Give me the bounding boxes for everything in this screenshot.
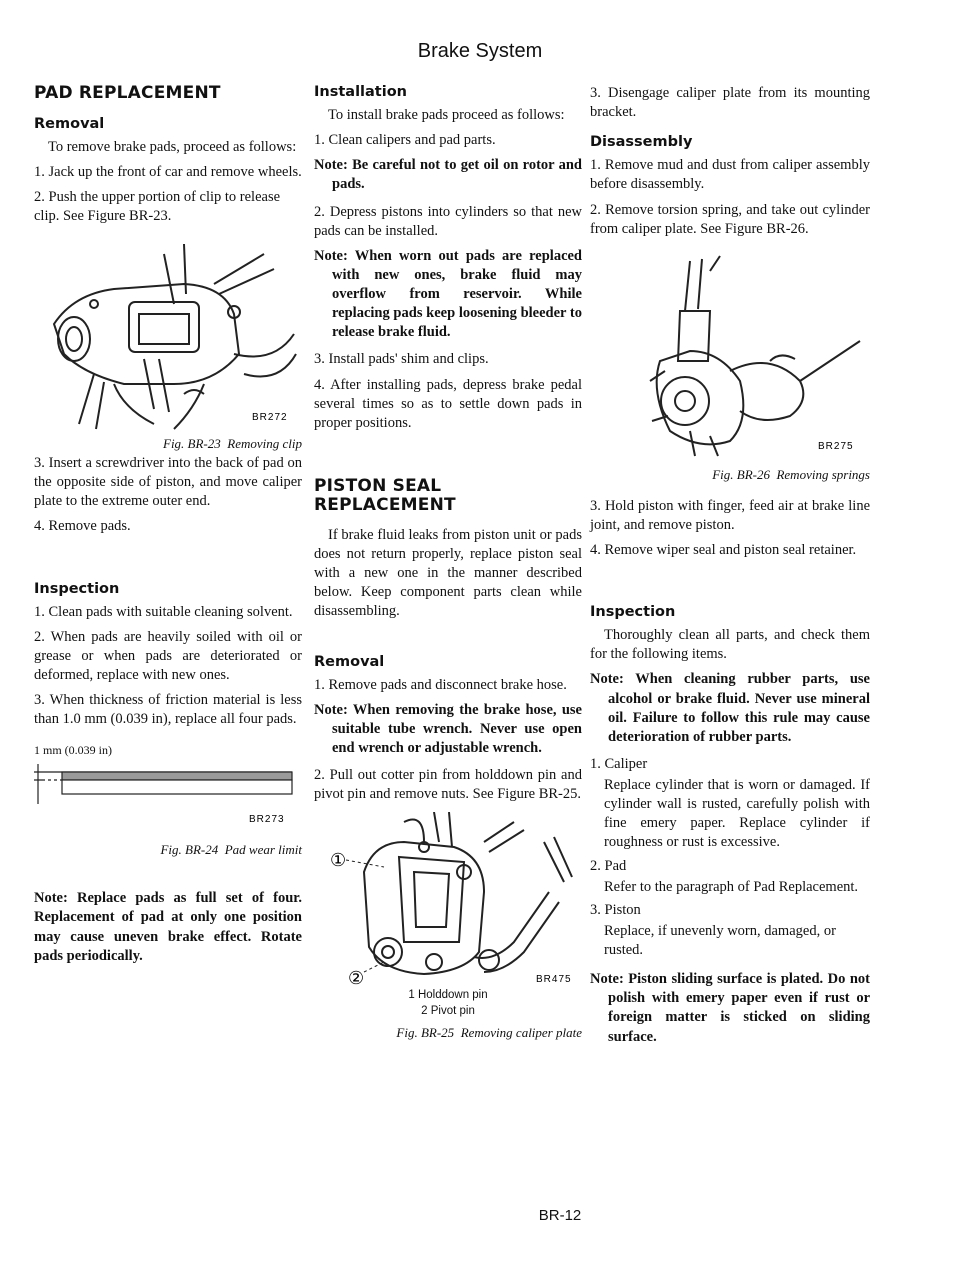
item-3-title: 3. Piston <box>590 901 641 918</box>
inspection-step-3: 3. When thickness of friction material is less than 1.0 mm (0.039 in), replace all four pads. <box>34 692 302 728</box>
removal-step-4: 4. Remove pads. <box>34 518 131 535</box>
removal-intro: To remove brake pads, proceed as follows: <box>48 138 297 155</box>
installation-note-1: Note: Be careful not to get oil on rotor and pads. <box>314 157 582 193</box>
callout-2: ② <box>348 968 365 989</box>
figure-br-24 <box>34 743 302 875</box>
page-number: BR-12 <box>538 1207 582 1224</box>
piston-removal-step-2: 2. Pull out cotter pin from holddown pin and pivot pin and remove nuts. See Figure BR-25. <box>314 767 582 803</box>
item-2-text: Refer to the paragraph of Pad Replacement. <box>604 878 859 895</box>
removal-step-3: 3. Insert a screwdriver into the back of pad on the opposite side of piston, and move caliper plate to the extreme outer end. <box>34 455 302 510</box>
removing-springs-illustration <box>590 251 870 461</box>
disassembly-step-2: 2. Remove torsion spring, and take out cylinder from caliper plate. See Figure BR-26. <box>590 201 870 237</box>
column-right <box>590 84 870 1055</box>
fig26-code: BR275 <box>818 440 854 452</box>
disengage-step: 3. Disengage caliper plate from its mounting bracket. <box>590 85 870 121</box>
column-middle <box>314 84 582 1041</box>
piston-removal-note: Note: When removing the brake hose, use suitable tube wrench. Never use open end wrench or adjustable wrench. <box>314 701 582 756</box>
removing-caliper-plate-illustration <box>314 812 582 988</box>
item-1-title: 1. Caliper <box>590 755 648 772</box>
removal-step-1: 1. Jack up the front of car and remove wheels. <box>34 163 302 180</box>
disassembly-step-1: 1. Remove mud and dust from caliper assembly before disassembly. <box>590 157 870 193</box>
column-left <box>34 84 302 974</box>
fig25-legend <box>314 988 582 1019</box>
disassembly-heading: Disassembly <box>590 134 693 151</box>
installation-step-2: 2. Depress pistons into cylinders so that new pads can be installed. <box>314 203 582 239</box>
inspection-step-2: 2. When pads are heavily soiled with oil or grease or when pads are deteriorated or deformed, replace with new ones. <box>34 628 302 683</box>
callout-1: ① <box>330 850 347 872</box>
installation-step-3: 3. Install pads' shim and clips. <box>314 351 489 368</box>
installation-heading: Installation <box>314 84 407 100</box>
piston-removal-step-1: 1. Remove pads and disconnect brake hose. <box>314 676 567 693</box>
removal-step-2: 2. Push the upper portion of clip to release clip. See Figure BR-23. <box>34 188 281 224</box>
final-note: Note: Piston sliding surface is plated. Do not polish with emery paper even if rust or foreign matter is sticked on sliding surface. <box>590 971 870 1045</box>
installation-step-1: 1. Clean calipers and pad parts. <box>314 132 496 149</box>
fig25-caption: Fig. BR-25 Removing caliper plate <box>396 1025 582 1041</box>
removing-clip-illustration <box>34 234 302 434</box>
legend-item-1: 1 Holddown pin <box>408 989 488 1002</box>
inspection-intro: Thoroughly clean all parts, and check them for the following items. <box>590 627 870 663</box>
installation-intro: To install brake pads proceed as follows: <box>328 107 565 123</box>
item-3-text: Replace, if unevenly worn, damaged, or rusted. <box>604 922 836 958</box>
figure-br-26 <box>590 251 870 483</box>
removal-heading-2: Removal <box>314 653 385 670</box>
fig23-caption: Fig. BR-23 Removing clip <box>163 436 302 452</box>
installation-note-2: Note: When worn out pads are replaced with new ones, brake fluid may overflow from reservoir. While replacing pads keep loosening bleeder to release brake fluid. <box>314 247 582 341</box>
pad-note: Note: Replace pads as full set of four. Replacement of pad at only one position may cause uneven brake effect. Rotate pads periodically. <box>34 890 302 964</box>
fig24-dimension: 1 mm (0.039 in) <box>34 743 112 758</box>
inspection-heading: Inspection <box>34 580 120 597</box>
disassembly-step-4: 4. Remove wiper seal and piston seal retainer. <box>590 542 857 558</box>
inspection-note: Note: When cleaning rubber parts, use alcohol or brake fluid. Never use mineral oil. Failure to follow this rule may cause deterioration of rubber parts. <box>590 671 870 745</box>
fig24-caption: Fig. BR-24 Pad wear limit <box>160 842 302 858</box>
inspection-step-1: 1. Clean pads with suitable cleaning solvent. <box>34 603 293 620</box>
fig26-caption: Fig. BR-26 Removing springs <box>712 466 870 482</box>
installation-step-4: 4. After installing pads, depress brake pedal several times so as to settle down pads in proper positions. <box>314 376 582 431</box>
fig25-code: BR475 <box>536 974 572 986</box>
piston-intro: If brake fluid leaks from piston unit or pads does not return properly, replace piston seal with a new one in the manner described below. Keep component parts clean while disassembling. <box>314 526 582 620</box>
disassembly-step-3: 3. Hold piston with finger, feed air at brake line joint, and remove piston. <box>590 497 870 533</box>
figure-br-25 <box>314 812 582 1041</box>
fig24-code: BR273 <box>249 814 285 826</box>
item-2-title: 2. Pad <box>590 857 627 874</box>
item-1-text: Replace cylinder that is worn or damaged. If cylinder wall is rusted, carefully polish with fine emery paper. Replace cylinder if roughness or rust is excessive. <box>604 777 870 851</box>
page-header: Brake System <box>417 40 543 62</box>
inspection-heading-2: Inspection <box>590 604 676 621</box>
legend-item-2: 2 Pivot pin <box>421 1004 475 1017</box>
removal-heading: Removal <box>34 115 105 132</box>
piston-seal-heading: PISTON SEAL REPLACEMENT <box>314 475 456 516</box>
pad-replacement-heading: PAD REPLACEMENT <box>34 83 221 103</box>
pad-wear-limit-illustration <box>34 758 302 828</box>
figure-br-23 <box>34 234 302 452</box>
fig23-code: BR272 <box>252 412 288 424</box>
